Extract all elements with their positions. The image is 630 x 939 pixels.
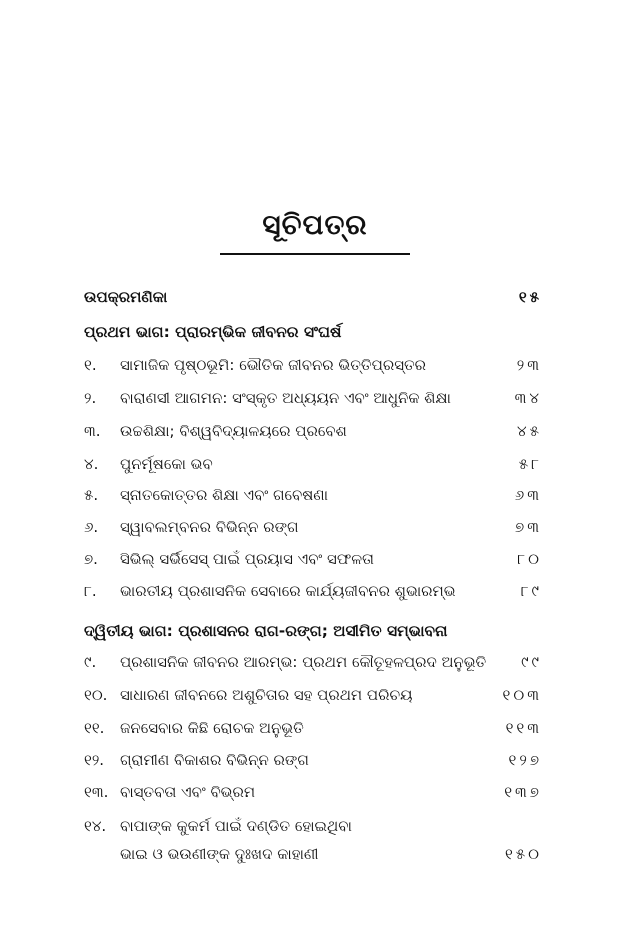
toc-entry-4[interactable] bbox=[0, 450, 630, 478]
toc-entry-text: ସ୍ନାତକୋତ୍ତର ଶିକ୍ଷା ଏବଂ ଗବେଷଣା bbox=[120, 486, 329, 504]
toc-entry-3[interactable] bbox=[0, 417, 630, 445]
toc-entry-text: ବାପାଙ୍କ କୁକର୍ମ ପାଇଁ ଦଣ୍ଡିତ ହୋଇଥିବା bbox=[120, 817, 352, 835]
toc-entry-1[interactable] bbox=[0, 351, 630, 379]
toc-page-number: ୨୩ bbox=[516, 356, 542, 374]
toc-entry-text: ଉପକ୍ରମଣିକା bbox=[84, 288, 168, 306]
toc-entry-14-continued[interactable] bbox=[0, 840, 630, 868]
toc-entry-number: ୩. bbox=[84, 422, 101, 440]
toc-entry-number: ୬. bbox=[84, 518, 99, 536]
toc-entry-number: ୧୧. bbox=[84, 719, 105, 737]
toc-entry-text: ସିଭିଲ୍ ସର୍ଭିସେସ୍ ପାଇଁ ପ୍ରୟାସ ଏବଂ ସଫଳତା bbox=[120, 550, 374, 568]
toc-entry-number: ୪. bbox=[84, 455, 99, 473]
toc-entry-number: ୭. bbox=[84, 550, 98, 568]
toc-entry-text-line-2: ଭାଇ ଓ ଭଉଣୀଙ୍କ ଦୁଃଖଦ କାହାଣୀ bbox=[120, 845, 319, 863]
toc-page-number: ୧୩୭ bbox=[504, 783, 542, 801]
toc-entry-number: ୧୨. bbox=[84, 751, 105, 769]
toc-page-number: ୭୩ bbox=[515, 518, 542, 536]
toc-page-number: ୬୩ bbox=[514, 486, 542, 504]
toc-entry-text: ଗ୍ରାମୀଣ ବିକାଶର ବିଭିନ୍ନ ରଙ୍ଗ bbox=[120, 751, 309, 769]
toc-entry-text: ବାସ୍ତବତା ଏବଂ ବିଭ୍ରମ bbox=[120, 783, 256, 801]
toc-page-number: ୧୫୦ bbox=[504, 845, 542, 863]
toc-entry-11[interactable] bbox=[0, 714, 630, 742]
toc-entry-text: ଉଚ୍ଚଶିକ୍ଷା; ବିଶ୍ୱବିଦ୍ୟାଳୟରେ ପ୍ରବେଶ bbox=[120, 422, 347, 440]
toc-entry-9[interactable] bbox=[0, 648, 630, 676]
toc-entry-14[interactable] bbox=[0, 812, 630, 840]
toc-page-number: ୧୨୭ bbox=[508, 751, 542, 769]
toc-entry-text: ବାରାଣସୀ ଆଗମନ: ସଂସ୍କୃତ ଅଧ୍ୟୟନ ଏବଂ ଆଧୁନିକ ଶିକ୍ଷା bbox=[120, 389, 451, 407]
toc-page-number: ୩୪ bbox=[514, 389, 542, 407]
toc-entry-8[interactable] bbox=[0, 577, 630, 605]
toc-page-number: ୧୧୩ bbox=[505, 719, 542, 737]
toc-page-number: ୮୦ bbox=[517, 550, 542, 568]
toc-entry-text: ଭାରତୀୟ ପ୍ରଶାସନିକ ସେବାରେ କାର୍ଯ୍ୟଜୀବନର ଶୁଭାରମ୍ଭ bbox=[120, 582, 456, 600]
page-title: ସୂଚିପତ୍ର bbox=[262, 208, 368, 241]
toc-entry-number: ୧୪. bbox=[84, 817, 107, 835]
toc-entry-7[interactable] bbox=[0, 545, 630, 573]
toc-entry-13[interactable] bbox=[0, 778, 630, 806]
toc-entry-number: ୮. bbox=[84, 582, 97, 600]
toc-page-number: ୧୦୩ bbox=[502, 686, 542, 704]
toc-entry-number: ୯. bbox=[84, 653, 97, 671]
toc-entry-number: ୧୦. bbox=[84, 686, 108, 704]
toc-entry-12[interactable] bbox=[0, 746, 630, 774]
toc-entry-text: ପ୍ରଶାସନିକ ଜୀବନର ଆରମ୍ଭ: ପ୍ରଥମ କୌତୂହଳପ୍ରଦ ଅନୁଭୂତି bbox=[120, 653, 487, 671]
toc-entry-text: ସ୍ୱାବଲମ୍ବନର ବିଭିନ୍ନ ରଙ୍ଗ bbox=[120, 518, 299, 536]
toc-entry-number: ୧୩. bbox=[84, 783, 109, 801]
toc-entry-text: ଜନସେବାର କିଛି ରୋଚକ ଅନୁଭୂତି bbox=[120, 719, 304, 737]
title-underline bbox=[220, 253, 410, 255]
toc-entry-number: ୧. bbox=[84, 356, 97, 374]
section-heading-text: ପ୍ରଥମ ଭାଗ: ପ୍ରାରମ୍ଭିକ ଜୀବନର ସଂଘର୍ଷ bbox=[84, 323, 342, 341]
toc-page-number: ୪୫ bbox=[517, 422, 542, 440]
toc-entry-intro[interactable] bbox=[0, 283, 630, 311]
toc-entry-text: ସାଧାରଣ ଜୀବନରେ ଅଶୁଚିତାର ସହ ପ୍ରଥମ ପରିଚୟ bbox=[120, 686, 413, 704]
toc-page-number: ୫୮ bbox=[518, 455, 542, 473]
section-heading-part-1 bbox=[0, 318, 630, 346]
toc-entry-text: ସାମାଜିକ ପୃଷ୍ଠଭୂମି: ଭୌତିକ ଜୀବନର ଭିତ୍ତିପ୍ରସ୍ତର bbox=[120, 356, 427, 374]
section-heading-text: ଦ୍ୱିତୀୟ ଭାଗ: ପ୍ରଶାସନର ରାଗ-ରଙ୍ଗ; ଅସୀମିତ ସମ୍ଭାବନା bbox=[84, 622, 448, 640]
toc-page-number: ୧୫ bbox=[518, 288, 542, 306]
section-heading-part-2 bbox=[0, 617, 630, 645]
toc-entry-text: ପୁନର୍ମୂଷକୋ ଭବ bbox=[120, 455, 213, 473]
toc-entry-5[interactable] bbox=[0, 481, 630, 509]
toc-entry-number: ୫. bbox=[84, 486, 99, 504]
toc-entry-6[interactable] bbox=[0, 513, 630, 541]
toc-entry-number: ୨. bbox=[84, 389, 97, 407]
toc-entry-2[interactable] bbox=[0, 384, 630, 412]
toc-entry-10[interactable] bbox=[0, 681, 630, 709]
toc-page-number: ୮୯ bbox=[520, 582, 542, 600]
toc-page-number: ୯୯ bbox=[521, 653, 542, 671]
